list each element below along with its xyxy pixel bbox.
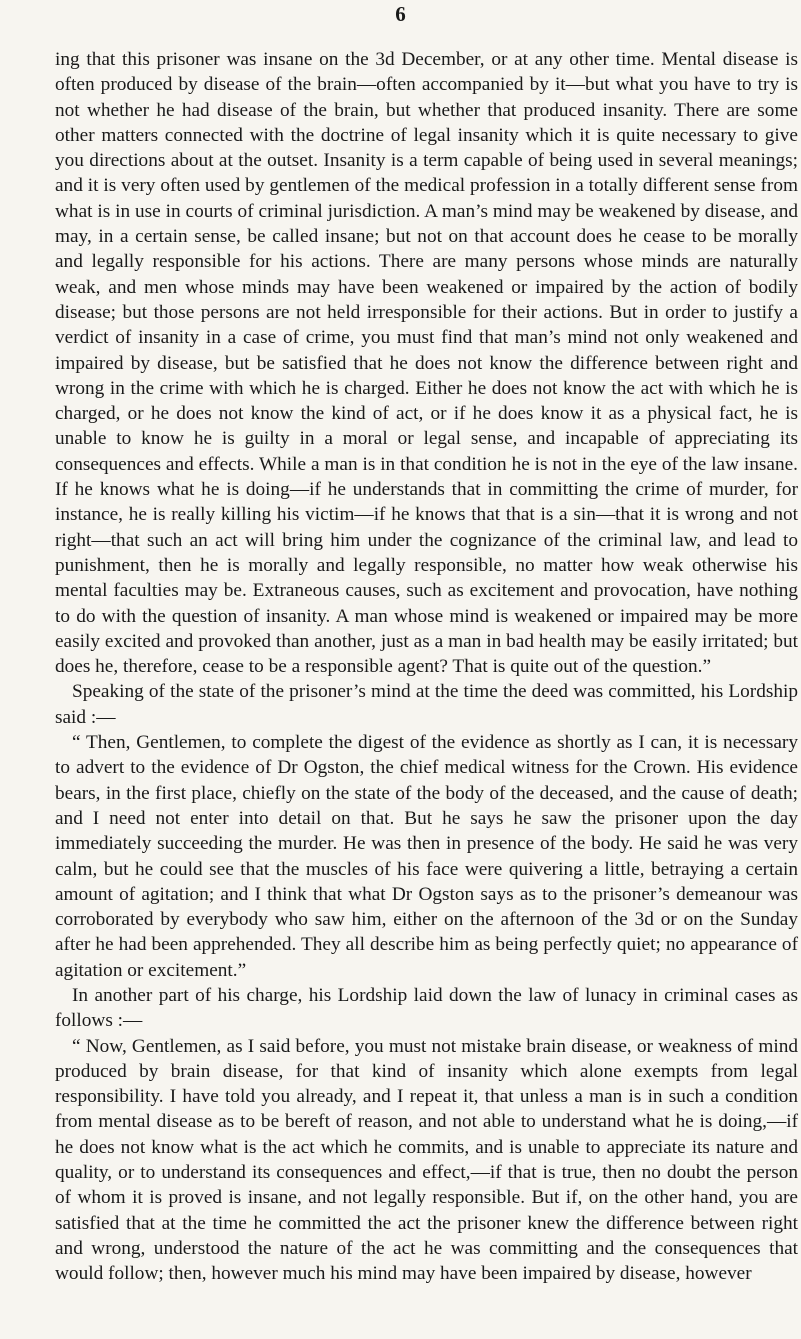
page-number: 6 [395,2,406,26]
paragraph-lunacy-law-intro: In another part of his charge, his Lordship laid down the law of lunacy in criminal cases as follows :— [55,984,798,1032]
paragraph-ogston-evidence: “ Then, Gentlemen, to complete the digest of the evidence as shortly as I can, it is necessary to advert to the evidence of Dr Ogston, the chief medical witness for the Crown. His evidence bears, in the first place, chiefly on the state of the body of the deceased, and the cause of death; and I need not enter into detail on that. But he says he saw the prisoner upon the day immediately succeeding the murder. He was then in presence of the body. He said he was very calm, but he could see that the muscles of his face were quivering a little, betraying a certain amount of agitation; and I think that what Dr Ogston says as to the prisoner’s demeanour was corroborated by everybody who saw him, either on the afternoon of the 3d or on the Sunday after he had been apprehended. They all describe him as being perfectly quiet; no appearance of agitation or excitement.” [55,732,798,981]
body-text [55,47,798,1287]
paragraph-brain-disease: “ Now, Gentlemen, as I said before, you must not mistake brain disease, or weakness of mind produced by brain disease, for that kind of insanity which alone exempts from legal responsibility. I have told you already, and I repeat it, that unless a man is in such a condition from mental disease as to be bereft of reason, and not able to understand what he is doing,—if he does not know what is the act which he commits, and is unable to appreciate its nature and quality, or to understand its consequences and effect,—if that is true, then no doubt the person of whom it is proved is insane, and not legally responsible. But if, on the other hand, you are satisfied that at the time he committed the act the prisoner knew the difference between right and wrong, understood the nature of the act he was committing and the consequences that would follow; then, however much his mind may have been impaired by disease, however [55,1035,798,1285]
paragraph-lordship-said: Speaking of the state of the prisoner’s mind at the time the deed was committed, his Lordship said :— [55,681,798,728]
paragraph-continued: ing that this prisoner was insane on the 3d December, or at any other time. Mental disease is often produced by disease of the brain—often accompanied by it—but what you have to try is not whether he had disease of the brain, but whether that produced insanity. There are some other matters connected with the doctrine of legal insanity which it is quite necessary to give you directions about at the outset. Insanity is a term capable of being used in several meanings; and it is very often used by gentlemen of the medical profession in a totally different sense from what is in use in courts of criminal jurisdiction. A man’s mind may be weakened by disease, and may, in a certain sense, be called insane; but not on that account does he cease to be morally and legally responsible for his actions. There are many persons whose minds are naturally weak, and men whose minds may have been weakened or impaired by the action of bodily disease; but those persons are not held irresponsible for their actions. But in order to justify a verdict of insanity in a case of crime, you must find that man’s mind not only weakened and impaired by disease, but be satisfied that he does not know the difference between right and wrong in the crime with which he is charged. Either he does not know the act with which he is charged, or he does not know the kind of act, or if he does know it as a physical fact, he is unable to know he is guilty in a moral or legal sense, and incapable of appreciating its consequences and effects. While a man is in that condition he is not in the eye of the law insane. If he knows what he is doing—if he understands that in committing the crime of murder, for instance, he is really killing his victim—if he knows that that is a sin—that it is wrong and not right—that such an act will bring him under the cognizance of the criminal law, and lead to punishment, then he is morally and legally responsible, no matter how weak otherwise his mental faculties may be. Extraneous causes, such as excitement and provocation, have nothing to do with the question of insanity. A man whose mind is weakened or impaired may be more easily excited and provoked than another, just as a man in bad health may be easily irritated; but does he, therefore, cease to be a responsible agent? That is quite out of the question.” [55,49,798,678]
